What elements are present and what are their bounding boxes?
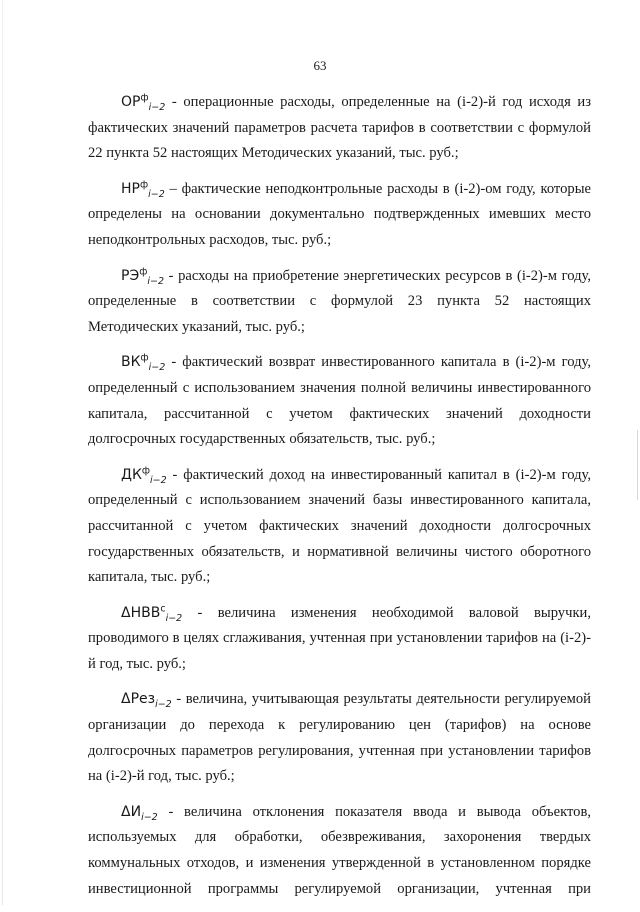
formula-symbol: $РЭ^ф_{i-2}$	[121, 265, 164, 287]
definition-text: - фактический доход на инвестированный капитал в (i-2)-м году, определенный с использованием значений базы инвестированного капитала, рассчитанной с учетом фактических значений доходности долгосрочных государственных обязательств, и нормативной величины чистого оборотного капитала, тыс. руб.;	[88, 466, 591, 586]
formula-symbol: $ДК^ф_{i-2}$	[121, 465, 167, 486]
definition-text: - операционные расходы, определенные на (i-2)-й год исходя из фактических значений параметров расчета тарифов в соответствии с формулой 22 пункта 52 настоящих Методических указаний, тыс. руб.;	[88, 94, 591, 162]
definition-delta-nvv	[88, 601, 591, 678]
formula-symbol: $ВК^ф_{i-2}$	[121, 352, 166, 374]
definition-delta-i	[88, 800, 591, 902]
definition-vk	[88, 350, 591, 452]
scan-edge-left	[2, 0, 3, 905]
definition-dk	[88, 463, 591, 591]
definition-text: - величина, учитывающая результаты деятельности регулируемой организации до перехода к регулированию цен (тарифов) на основе долгосрочных параметров регулирования, учтенная при установлении тарифов на (i-2)-й год, тыс. руб.;	[88, 691, 591, 785]
definition-nr	[88, 177, 591, 254]
formula-symbol: $НР^ф_{i-2}$	[121, 179, 165, 200]
definition-text: - расходы на приобретение энергетических ресурсов в (i-2)-м году, определенные в соответствии с формулой 23 пункта 52 настоящих Методических указаний, тыс. руб.;	[88, 267, 591, 335]
document-body	[88, 90, 591, 912]
page-number: 63	[313, 58, 327, 73]
definition-op	[88, 90, 591, 167]
definition-text: - величина отклонения показателя ввода и вывода объектов, используемых для обработки, обезвреживания, захоронения твердых коммунальных отходов, и изменения утвержденной в установленном порядке инвестиционной программы регулируемой организации, учтенная при	[88, 803, 591, 897]
definition-text: - величина изменения необходимой валовой выручки, проводимого в целях сглаживания, учтенная при установлении тарифов на (i-2)-й год, тыс. руб.;	[88, 604, 591, 672]
definition-re	[88, 264, 591, 341]
scan-edge-right	[637, 430, 638, 500]
formula-symbol: ΔРез$_{i-2}$	[121, 691, 172, 711]
formula-symbol: $ОР^ф_{i-2}$	[121, 92, 166, 113]
formula-symbol: $\Delta НВВ^с_{i-2}$	[121, 603, 183, 624]
definition-text: – фактические неподконтрольные расходы в (i-2)-ом году, которые определены на основании документально подтвержденных имевших место неподконтрольных расходов, тыс. руб.;	[88, 180, 591, 248]
definition-delta-rez	[88, 687, 591, 789]
formula-symbol: $\Delta И_{i-2}$	[121, 803, 158, 823]
definition-text: - фактический возврат инвестированного капитала в (i-2)-м году, определенный с использованием значения полной величины инвестированного капитала, рассчитанной с учетом фактических значений доходности долгосрочных государственных обязательств, тыс. руб.;	[88, 354, 591, 448]
